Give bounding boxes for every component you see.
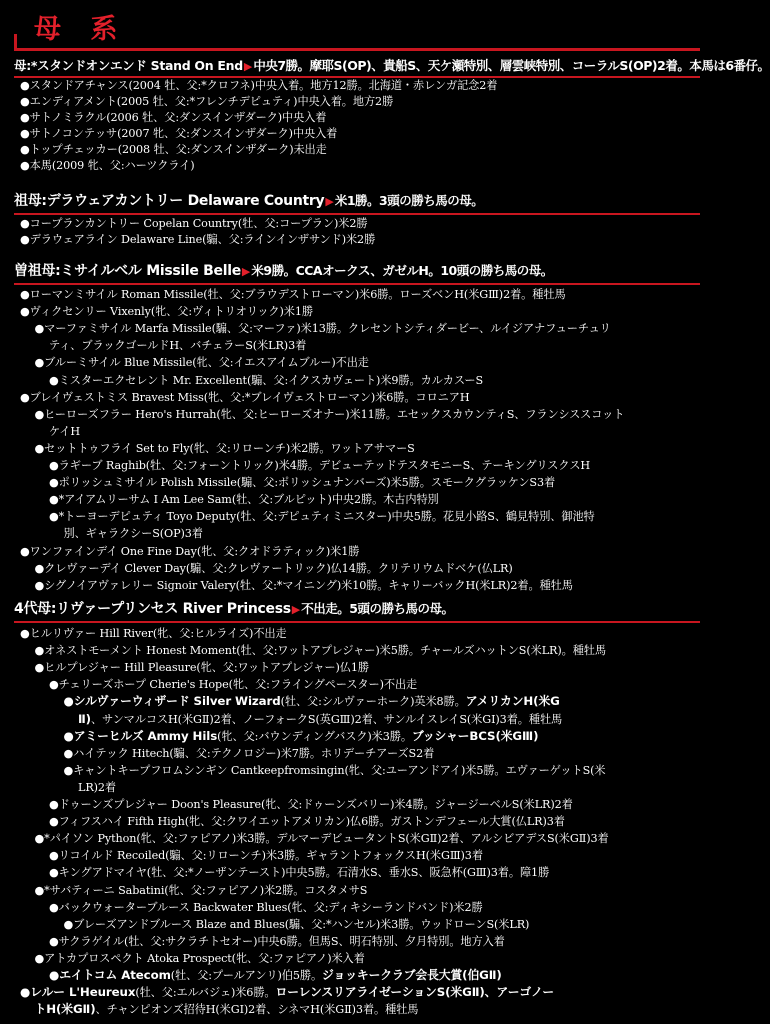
fourth-dam-description: 不出走。5頭の勝ち馬の母。 (301, 601, 454, 616)
list-text: ●キャントキープフロムシンギン Cantkeepfromsingin(牝、父:ユーアンドアイ)米5勝。エヴァーゲットS(米 (63, 763, 606, 777)
list-item (49, 900, 741, 915)
list-text: ●*アイアムリーサム I Am Lee Sam(牡、父:ブルピット)中央2勝。木古内特別 (49, 493, 439, 507)
list-item (35, 561, 727, 576)
list-text: ●キングアドマイヤ(牡、父:*ノーザンテースト)中央5勝。石清水S、垂水S、阪急杯(GⅢ)3着。障1勝 (49, 866, 550, 880)
list-item (20, 985, 712, 1000)
list-item (49, 814, 741, 829)
list-item: ●コープランカントリー Copelan Country(牡、父:コープラン)米2勝 (20, 217, 368, 230)
list-text: ●ラギーブ Raghib(牡、父:フォーントリック)米4勝。デビューテッドテスタモニーS、テーキングリスクスH (49, 459, 591, 472)
list-text: ●サクラゲイル(牡、父:サクラチトセオー)中央6勝。但馬S、明石特別、夕月特別。地方入着 (49, 934, 505, 948)
list-text: ●ローマンミサイル Roman Missile(牡、父:ブラウデストローマン)米6勝。ローズベンH(米GⅢ)2着。種牡馬 (20, 288, 566, 301)
list-text: ●クレヴァーデイ Clever Day(騸、父:クレヴァートリック)仏14勝。クリテリウムドベケ(仏LR) (34, 561, 513, 575)
list-item (64, 917, 756, 932)
list-text: 別、ギャラクシーS(OP)3着 (63, 527, 203, 541)
dam-heading (14, 56, 770, 76)
highlight-text: トH(米GⅡ) (34, 1002, 96, 1017)
list-item (64, 746, 756, 761)
list-item (64, 526, 756, 541)
list-text: 、チャンピオンズ招待H(米GⅠ)2着、シネマH(米GⅡ)3着。種牡馬 (95, 1003, 419, 1017)
list-text: ●シグノイアヴァレリー Signoir Valery(牡、父:*マイニング)米10勝。キャリーバックH(米LR)2着。種牡馬 (34, 578, 573, 592)
highlight-text: ●レルー L'Heureux (20, 985, 136, 1000)
section-title: 母 系 (34, 14, 128, 45)
list-item (35, 441, 727, 456)
list-item (35, 355, 727, 370)
third-dam-heading (14, 260, 700, 282)
list-text: ●アトカプロスペクト Atoka Prospect(牝、父:ファピアノ)米入着 (34, 951, 365, 965)
dam-description: 中央7勝。摩耶S(OP)、貴船S、天ケ瀬特別、層雲峡特別、コーラルS(OP)2着。本馬は6番仔。 (253, 58, 770, 73)
list-item (49, 458, 741, 473)
list-text: ●バックウォーターブルース Backwater Blues(牝、父:ディキシーランドバンド)米2勝 (49, 900, 483, 914)
list-item: ●デラウェアライン Delaware Line(騸、父:ラインインザサンド)米2勝 (20, 232, 376, 246)
arrow-icon: ▶ (291, 603, 301, 616)
list-item: ●エンディアメント(2005 牡、父:*フレンチデピュティ)中央入着。地方2勝 (20, 94, 394, 108)
third-dam-title: 曽祖母:ミサイルベル Missile Belle (14, 263, 241, 279)
list-item (35, 578, 727, 593)
highlight-text: ●シルヴァーウィザード Silver Wizard (63, 694, 281, 709)
list-item (49, 934, 741, 949)
list-item (35, 1002, 727, 1017)
list-item (78, 712, 770, 727)
list-text: ティ、ブラックゴールドH、バチェラーS(米LR)3着 (49, 339, 307, 353)
list-item: ●スタンドアチャンス(2004 牡、父:*クロフネ)中央入着。地方12勝。北海道・赤レンガ記念2着 (20, 79, 498, 92)
list-text: ●*パイソン Python(牝、父:ファピアノ)米3勝。デルマーデビュータントS(米GⅡ)2着、アルシビアデスS(米GⅡ)3着 (34, 832, 609, 846)
arrow-icon: ▶ (243, 60, 253, 73)
list-text: (牡、父:シルヴァーホーク)英米8勝。 (280, 695, 466, 709)
list-item (49, 338, 741, 353)
second-dam-description: 米1勝。3頭の勝ち馬の母。 (334, 193, 484, 208)
list-text: LR)2着 (78, 780, 117, 794)
section-header (0, 8, 700, 56)
list-item (20, 544, 712, 559)
list-item (64, 763, 756, 778)
list-text: ●ブレーズアンドブルース Blaze and Blues(騸、父:*ハンセル)米3勝。ウッドローンS(米LR) (63, 917, 530, 931)
list-item (35, 951, 727, 966)
list-item (35, 831, 727, 846)
list-text: ●ヒルリヴァー Hill River(牝、父:ヒルライズ)不出走 (20, 627, 287, 640)
list-item (20, 287, 712, 302)
list-item (35, 643, 727, 658)
fourth-dam-heading (14, 598, 700, 620)
highlight-text: ブッシャーBCS(米GⅢ) (411, 728, 539, 743)
list-item (49, 492, 741, 507)
list-item (20, 626, 712, 641)
divider (14, 621, 700, 623)
highlight-text: Ⅱ) (78, 711, 91, 726)
list-item (49, 424, 741, 439)
list-text: (牡、父:エルバジェ)米6勝。 (135, 986, 276, 1000)
list-item (35, 321, 727, 336)
list-text: 、サンマルコスH(米GⅡ)2着、ノーフォークS(英GⅢ)2着、サンルイスレイS(米GⅠ)3着。種牡馬 (90, 712, 563, 726)
list-item: ●本馬(2009 牝、父:ハーツクライ) (20, 158, 195, 172)
list-item (49, 373, 741, 388)
second-dam-title: 祖母:デラウェアカントリー Delaware Country (14, 193, 325, 209)
highlight-text: ●アミーヒルズ Ammy Hils (63, 728, 218, 743)
list-item (49, 509, 741, 524)
divider (14, 283, 700, 285)
list-item (78, 780, 770, 795)
list-text: ●チェリーズホープ Cherie's Hope(牝、父:フライングペースター)不出走 (49, 678, 418, 692)
list-item (49, 475, 741, 490)
list-text: ●*サバティーニ Sabatini(牝、父:ファピアノ)米2勝。コスタメサS (34, 883, 368, 897)
list-text: ●ポリッシュミサイル Polish Missile(騸、父:ポリッシュナンバーズ)米5勝。スモークグラッケンS3着 (49, 476, 556, 490)
list-text: ●ヴィクセンリー Vixenly(牝、父:ヴィトリオリック)米1勝 (20, 305, 313, 319)
list-item (49, 797, 741, 812)
list-text: ●セットトゥフライ Set to Fly(牝、父:リローンチ)米2勝。ワットアサマーS (34, 441, 415, 455)
divider (14, 213, 700, 215)
list-text: ●ワンファインデイ One Fine Day(牝、父:クオドラティック)米1勝 (20, 544, 360, 558)
arrow-icon: ▶ (325, 195, 334, 208)
list-text: ●ミスターエクセレント Mr. Excellent(騸、父:イクスカヴェート)米9勝。カルカスーS (49, 373, 484, 387)
list-item (35, 660, 727, 675)
list-item (49, 677, 741, 692)
title-rule (14, 48, 700, 51)
list-text: ケイH (49, 424, 81, 438)
list-item (20, 304, 712, 319)
dam-title: 母:*スタンドオンエンド Stand On End (14, 58, 243, 73)
list-text: ●ヒルプレジャー Hill Pleasure(牝、父:ワットアプレジャー)仏1勝 (34, 661, 369, 675)
list-text: ●ドゥーンズプレジャー Doon's Pleasure(牝、父:ドゥーンズバリー)米4勝。ジャージーベルS(米LR)2着 (49, 798, 573, 811)
second-dam-heading (14, 190, 700, 212)
list-text: ●ヒーローズフラー Hero's Hurrah(牝、父:ヒーローズオナー)米11勝。エセックスカウンティS、フランシススコット (34, 407, 625, 421)
list-item: ●サトノコンテッサ(2007 牝、父:ダンスインザダーク)中央入着 (20, 126, 338, 140)
fourth-dam-title: 4代母:リヴァープリンセス River Princess (14, 601, 291, 617)
list-text: (牝、父:バウンディングバスク)米3勝。 (217, 729, 412, 743)
list-item (49, 968, 741, 983)
list-item (20, 390, 712, 405)
list-text: ●ハイテック Hitech(騸、父:テクノロジー)米7勝。ホリデーチアーズS2着 (63, 746, 435, 760)
list-text: ●ブレイヴェストミス Bravest Miss(牝、父:*ブレイヴェストローマン)米6勝。コロニアH (20, 390, 470, 404)
list-text: ●フィフスハイ Fifth High(牝、父:クワイエットアメリカン)仏6勝。ガストンデフェール大賞(仏LR)3着 (49, 815, 565, 829)
list-item (49, 848, 741, 863)
highlight-text: ジョッキークラブ会長大賞(伯GⅡ) (322, 968, 502, 982)
list-item (35, 883, 727, 898)
list-text: ●マーファミサイル Marfa Missile(騸、父:マーファ)米13勝。クレセントシティダービー、ルイジアナフューチュリ (34, 322, 611, 336)
arrow-icon: ▶ (241, 265, 251, 278)
list-item (64, 694, 756, 709)
highlight-text: ローレンスリアライゼーションS(米GⅡ)、アーゴノー (275, 985, 555, 1000)
list-text: ●リコイルド Recoiled(騸、父:リローンチ)米3勝。ギャラントフォックスH(米GⅢ)3着 (49, 849, 483, 863)
list-item (64, 729, 756, 744)
list-text: (牡、父:プールアンリ)伯5勝。 (170, 969, 323, 982)
list-item: ●トップチェッカー(2008 牡、父:ダンスインザダーク)未出走 (20, 142, 327, 156)
third-dam-description: 米9勝。CCAオークス、ガゼルH。10頭の勝ち馬の母。 (251, 263, 553, 278)
list-item: ●サトノミラクル(2006 牡、父:ダンスインザダーク)中央入着 (20, 110, 327, 124)
highlight-text: ●エイトコム Atecom (49, 968, 171, 982)
highlight-text: アメリカンH(米G (465, 694, 560, 709)
list-item (35, 407, 727, 422)
list-text: ●ブルーミサイル Blue Missile(牝、父:イエスアイムブルー)不出走 (34, 356, 369, 370)
list-text: ●*トーヨーデピュティ Toyo Deputy(牡、父:デピュティミニスター)中央5勝。花見小路S、鶴見特別、御池特 (49, 510, 595, 524)
list-item (49, 865, 741, 880)
list-text: ●オネストモーメント Honest Moment(牡、父:ワットアプレジャー)米5勝。チャールズハットンS(米LR)。種牡馬 (34, 644, 606, 658)
